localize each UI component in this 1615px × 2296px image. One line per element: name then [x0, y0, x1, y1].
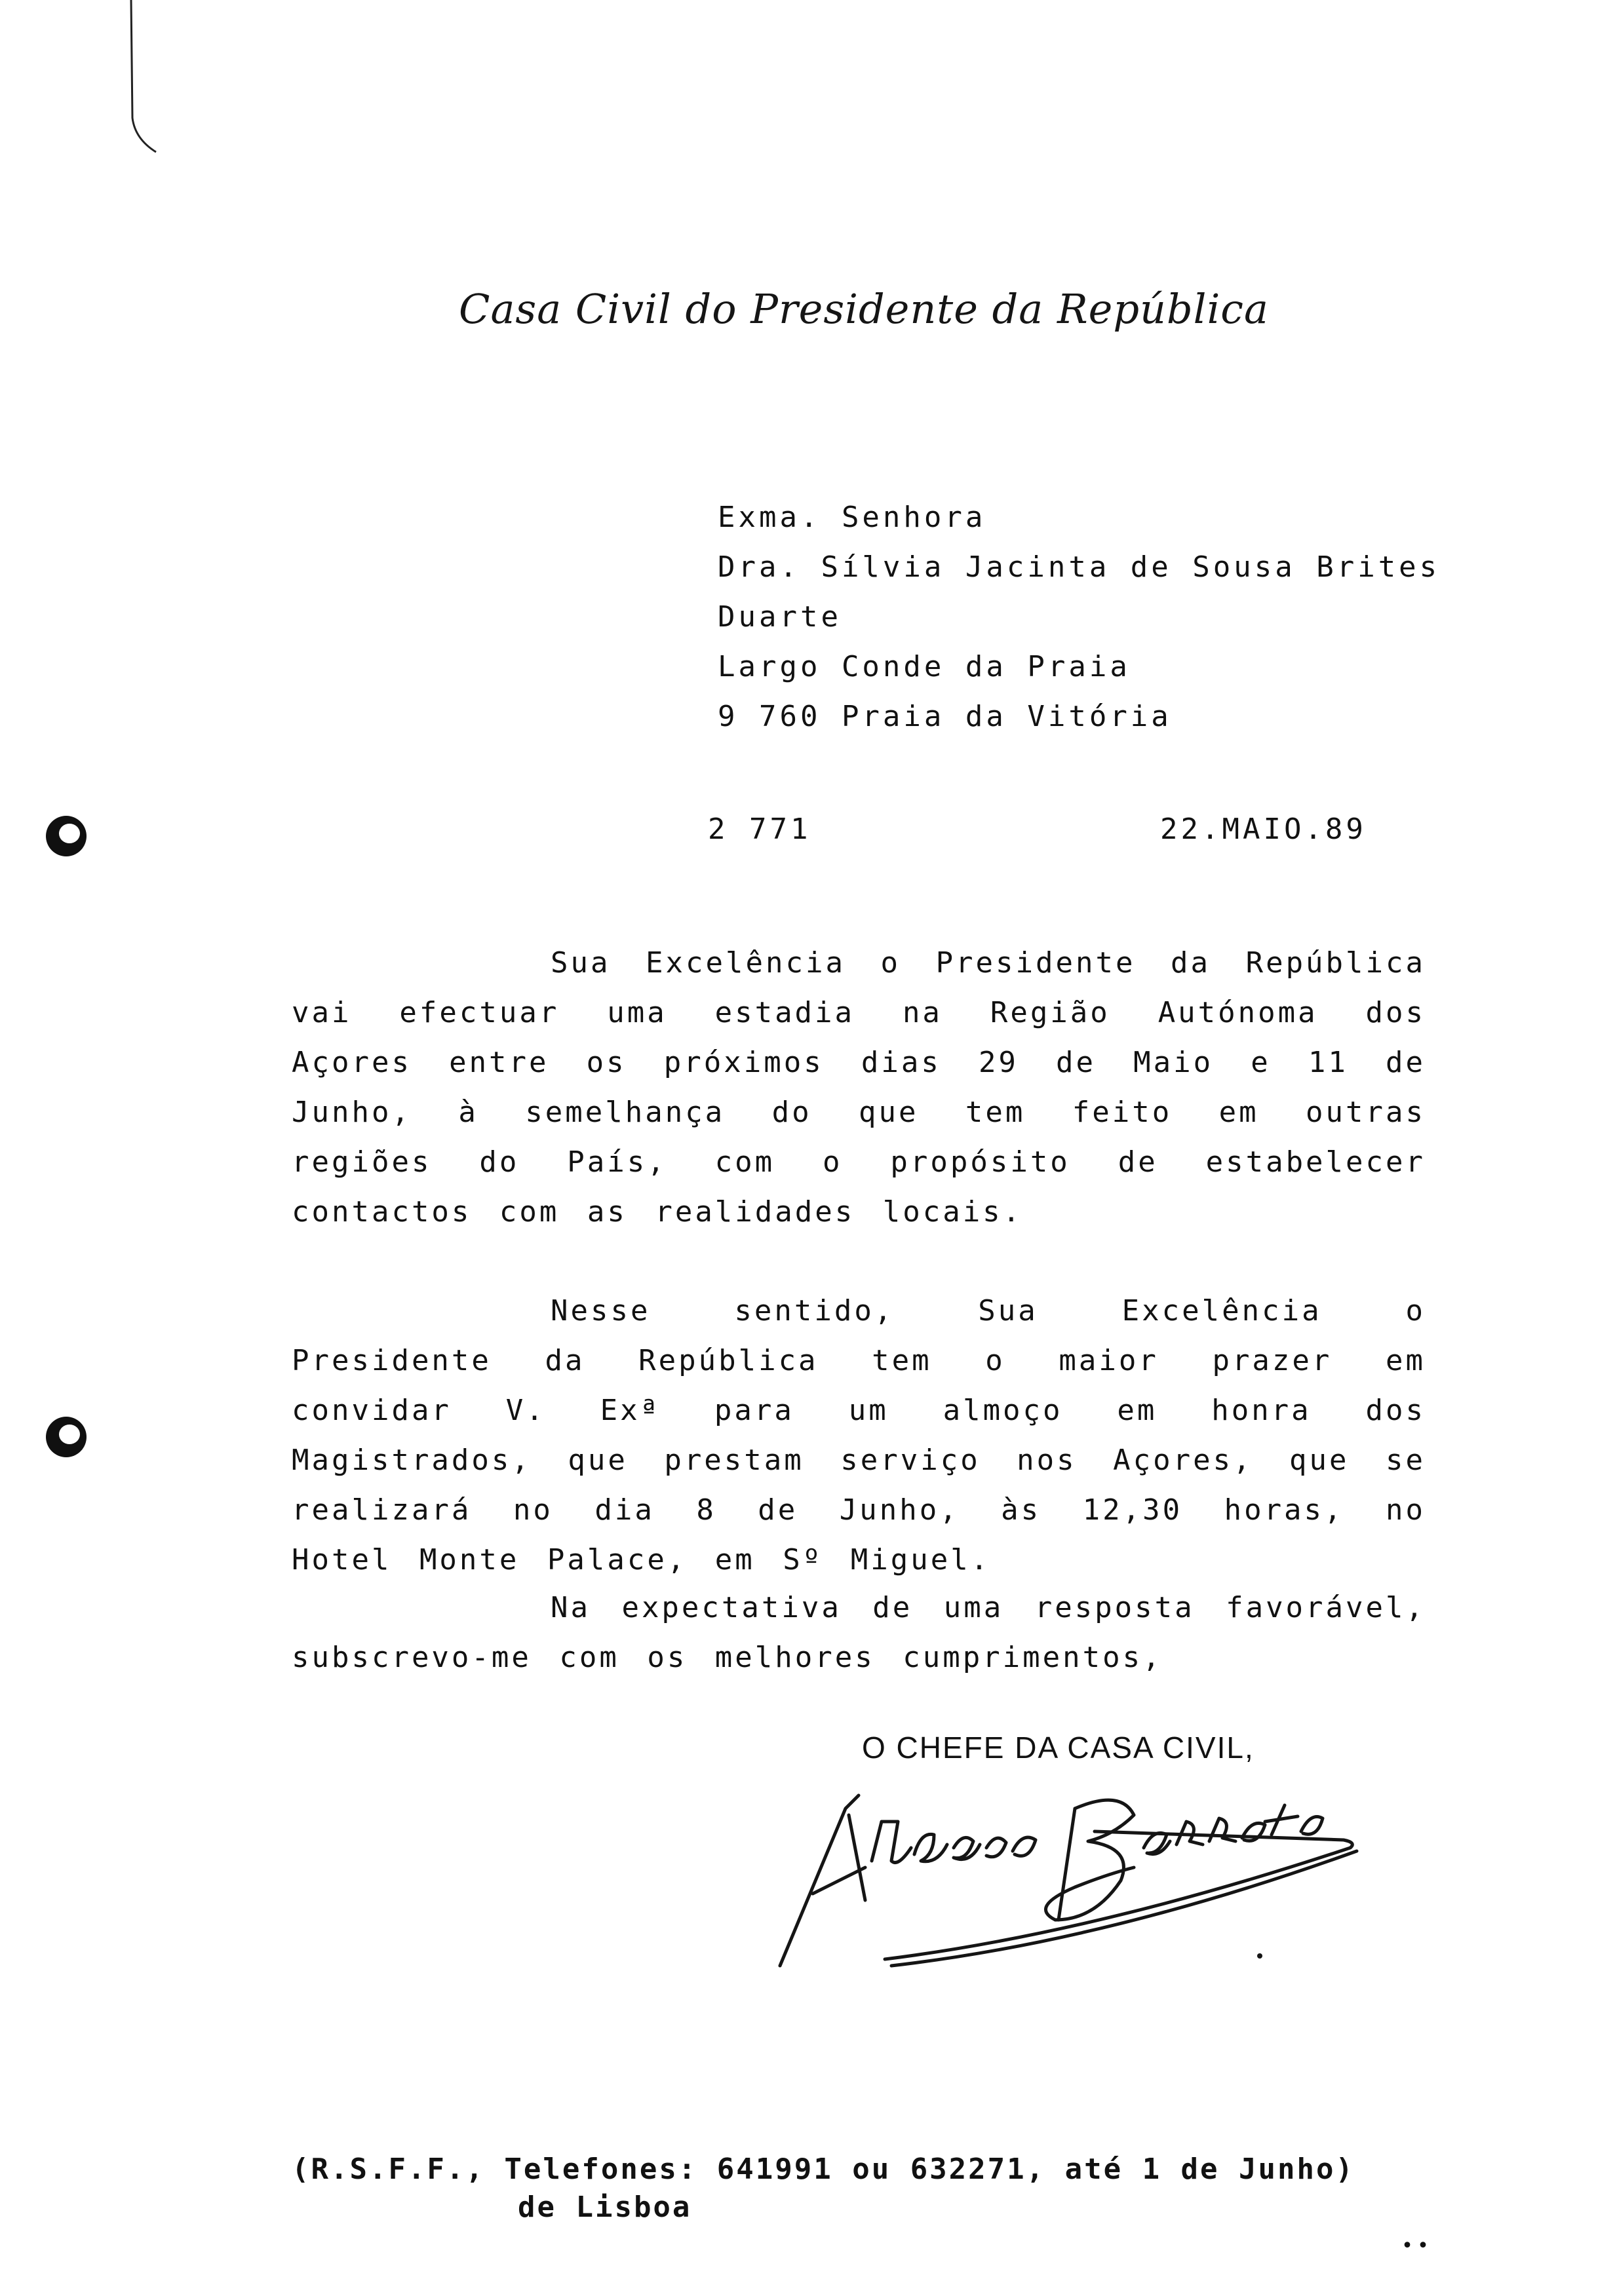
body-paragraph-3	[292, 1583, 1426, 1683]
punch-hole-top	[46, 816, 87, 856]
signatory-title: O CHEFE DA CASA CIVIL,	[862, 1731, 1255, 1765]
punch-hole-bottom	[46, 1417, 87, 1457]
footer-note	[292, 2151, 1355, 2227]
recipient-surname: Duarte	[718, 600, 842, 634]
recipient-address	[718, 493, 1440, 742]
body-paragraph-1	[292, 938, 1426, 1237]
margin-pen-mark	[126, 0, 165, 161]
recipient-salutation: Exma. Senhora	[718, 501, 986, 534]
footer-city-line: de Lisboa	[518, 2191, 692, 2224]
letter-date: 22.MAIO.89	[1160, 813, 1367, 846]
recipient-city: 9 760 Praia da Vitória	[718, 700, 1172, 733]
body-paragraph-2	[292, 1286, 1426, 1585]
paragraph-3-text: Na expectativa de uma resposta favorável, subscrevo-me com os melhores cumprimentos,	[292, 1591, 1426, 1674]
handwritten-signature	[767, 1769, 1383, 1979]
recipient-street: Largo Conde da Praia	[718, 650, 1131, 683]
footer-phone-line: (R.S.F.F., Telefones: 641991 ou 632271, até 1 de Junho)	[292, 2152, 1355, 2186]
paragraph-2-text: Nesse sentido, Sua Excelência o Presidente da República tem o maior prazer em convidar V. Exª para um almoço em honra dos Magistrados, que prestam serviço nos Açores, que se realizará no dia 8 de Junho, às 12,30 horas, no Hotel Monte Palace, em Sº Miguel.	[292, 1294, 1426, 1577]
bottom-dots: ••	[1401, 2234, 1433, 2257]
letterhead-title: Casa Civil do Presidente da República	[459, 285, 1269, 333]
reference-number: 2 771	[708, 813, 811, 846]
paragraph-1-text: Sua Excelência o Presidente da República vai efectuar uma estadia na Região Autónoma dos Açores entre os próximos dias 29 de Maio e 11 de Junho, à semelhança do que tem feito em outras regiões do País, com o propósito de estabelecer contactos com as realidades locais.	[292, 946, 1426, 1229]
recipient-name: Dra. Sílvia Jacinta de Sousa Brites	[718, 550, 1441, 584]
